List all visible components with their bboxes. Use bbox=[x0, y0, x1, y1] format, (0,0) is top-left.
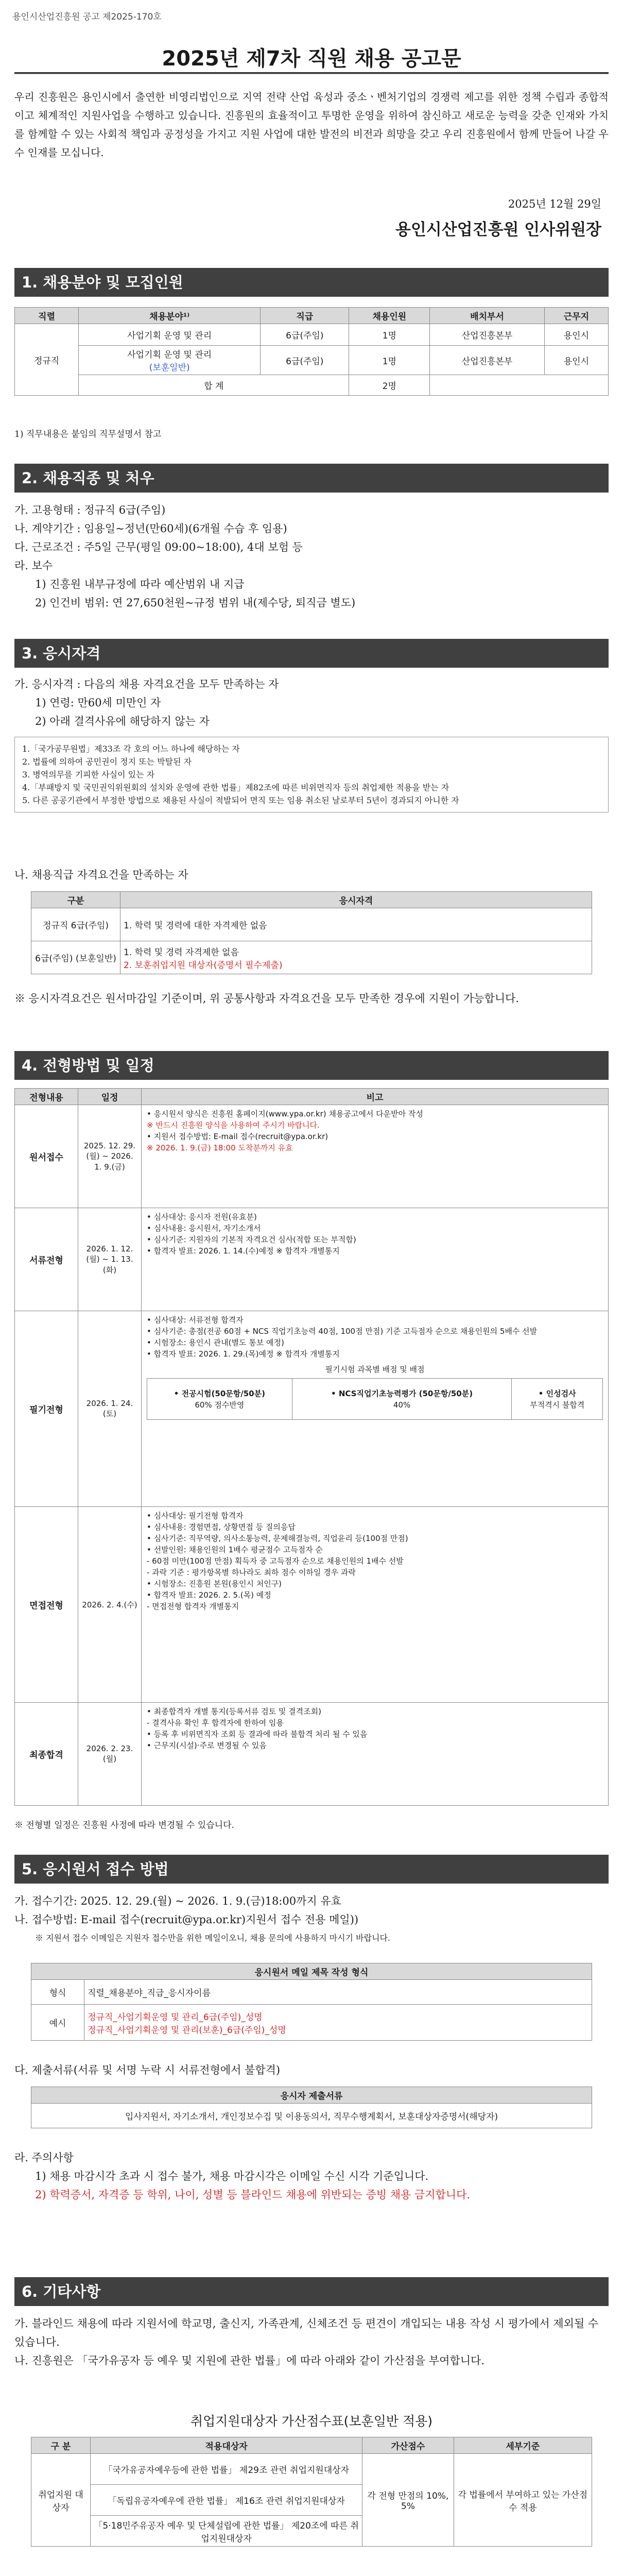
row1-grade: 6급(주임) bbox=[261, 324, 349, 346]
stage-apply-date: 2025. 12. 29.(월) ~ 2026. 1. 9.(금) bbox=[78, 1105, 142, 1208]
row2-dept: 산업진흥본부 bbox=[430, 346, 544, 375]
employment-terms bbox=[14, 501, 609, 612]
subject-ncs-desc: 40% bbox=[393, 1400, 411, 1410]
bonus-detail: 각 법률에서 부여하고 있는 가산점수 적용 bbox=[454, 2454, 592, 2547]
schedule-note: ※ 전형별 일정은 진흥원 사정에 따라 변경될 수 있습니다. bbox=[14, 1820, 234, 1831]
section-3-heading: 3. 응시자격 bbox=[14, 639, 609, 668]
apply-period: 가. 접수기간: 2025. 12. 29.(월) ~ 2026. 1. 9.(금)18:00까지 유효 bbox=[14, 1895, 341, 1907]
bonus-th-1: 구 분 bbox=[31, 2437, 91, 2454]
docs-table-text: 입사지원서, 자기소개서, 개인정보수집 및 이용동의서, 직무수행계획서, 보훈대상자증명서(해당자) bbox=[31, 2104, 592, 2128]
subject-personality-desc: 부적격시 불합격 bbox=[530, 1400, 585, 1410]
sched-th-note: 비고 bbox=[142, 1089, 609, 1105]
docs-table bbox=[31, 2087, 592, 2128]
row2-field-cell bbox=[79, 346, 261, 375]
written-subhead: 필기시험 과목별 배점 및 배점 bbox=[325, 1365, 425, 1374]
title-rule bbox=[14, 72, 609, 74]
stage-doc: 서류전형 bbox=[15, 1208, 78, 1311]
apply-note-1: • 응시원서 양식은 진흥원 홈페이지(www.ypa.or.kr) 채용공고에서 다운받아 작성 bbox=[147, 1109, 423, 1118]
interview-note-9: - 면접전형 합격자 개별통지 bbox=[147, 1602, 239, 1611]
bonus-points: 각 전형 만점의 10%, 5% bbox=[362, 2454, 454, 2547]
interview-note-3: • 심사기준: 직무역량, 의사소통능력, 문제해결능력, 직업윤리 등(100점 만점) bbox=[147, 1534, 408, 1543]
final-note-2: - 결격사유 확인 후 합격자에 한하여 임용 bbox=[147, 1718, 284, 1727]
qual-row2-cell bbox=[120, 941, 592, 974]
group-cell: 정규직 bbox=[15, 324, 79, 396]
row2-field: 사업기획 운영 및 관리 bbox=[127, 350, 212, 360]
th-field: 채용분야¹⁾ bbox=[79, 308, 261, 324]
bonus-th-4: 세부기준 bbox=[454, 2437, 592, 2454]
row1-field: 사업기획 운영 및 관리 bbox=[79, 324, 261, 346]
stage-written-date: 2026. 1. 24.(토) bbox=[78, 1311, 142, 1507]
caution-heading: 라. 주의사항 bbox=[14, 2151, 74, 2164]
apply-method: 나. 접수방법: E-mail 접수(recruit@ypa.or.kr)지원서 접수 전용 메일)) bbox=[14, 1913, 359, 1926]
apply-note-4: ※ 2026. 1. 9.(금) 18:00 도착분까지 유효 bbox=[147, 1143, 293, 1153]
interview-note-7: • 시험장소: 진흥원 본원(용인시 처인구) bbox=[147, 1579, 282, 1588]
bonus-table bbox=[31, 2437, 592, 2547]
apply-method-note: ※ 지원서 접수 이메일은 지원자 접수만을 위한 메일이오니, 채용 문의에 사용하지 마시기 바랍니다. bbox=[35, 1933, 390, 1943]
qual-ga2: 2) 아래 결격사유에 해당하지 않는 자 bbox=[35, 715, 210, 727]
disq-3: 3. 병역의무를 기피한 사실이 있는 자 bbox=[22, 770, 155, 779]
interview-note-4: • 선발인원: 채용인원의 1배수 평균점수 고득점자 순 bbox=[147, 1545, 323, 1554]
term-pay-1: 1) 진흥원 내부규정에 따라 예산범위 내 지급 bbox=[35, 578, 245, 590]
bonus-table-title: 취업지원대상자 가산점수표(보훈일반 적용) bbox=[190, 2414, 433, 2429]
issuer-name: 용인시산업진흥원 인사위원장 bbox=[395, 221, 601, 239]
written-note-4: • 합격자 발표: 2026. 1. 29.(목)예정 ※ 합격자 개별통지 bbox=[147, 1349, 340, 1359]
row1-count: 1명 bbox=[349, 324, 430, 346]
qual-row2-line1: 1. 학력 및 경력 자격제한 없음 bbox=[124, 947, 239, 958]
doc-note-1: • 심사대상: 응시자 전원(유효분) bbox=[147, 1212, 257, 1222]
subject-major-title: • 전공시험(50문항/50분) bbox=[174, 1388, 265, 1398]
apply-note-3: • 지원서 접수방법: E-mail 접수(recruit@ypa.or.kr) bbox=[147, 1132, 328, 1141]
th-count: 채용인원 bbox=[349, 308, 430, 324]
caution-2: 2) 학력증서, 자격증 등 학위, 나이, 성별 등 블라인드 채용에 위반되는 증빙 채용 금지합니다. bbox=[35, 2189, 471, 2201]
subject-major-desc: 60% 점수반영 bbox=[195, 1400, 245, 1410]
total-label: 합 계 bbox=[79, 375, 349, 396]
row2-field-note: (보훈일반) bbox=[149, 363, 190, 373]
term-conditions: 다. 근로조건 : 주5일 근무(평일 09:00~18:00), 4대 보험 등 bbox=[14, 541, 303, 553]
interview-note-5: - 60점 미만(100점 만점) 획득자 중 고득점자 순으로 채용인원의 1배수 선발 bbox=[147, 1556, 404, 1566]
bonus-th-2: 적용대상자 bbox=[91, 2437, 362, 2454]
subject-ncs bbox=[292, 1379, 512, 1420]
disq-5: 5. 다른 공공기관에서 부정한 방법으로 채용된 사실이 적발되어 면직 또는 임용 취소된 날로부터 5년이 경과되지 아니한 자 bbox=[22, 795, 459, 805]
caution-1: 1) 채용 마감시각 초과 시 접수 불가, 채용 마감시각은 이메일 수신 시각 기준입니다. bbox=[35, 2170, 429, 2182]
section-1-heading: 1. 채용분야 및 모집인원 bbox=[14, 268, 609, 297]
th-grade: 직급 bbox=[261, 308, 349, 324]
qual-row1-line1: 1. 학력 및 경력에 대한 자격제한 없음 bbox=[120, 908, 592, 941]
bonus-row-3: 「5·18민주유공자 예우 및 단체설립에 관한 법률」 제20조에 따른 취업지원대상자 bbox=[91, 2516, 362, 2547]
row2-grade: 6급(주임) bbox=[261, 346, 349, 375]
page-title: 2025년 제7차 직원 채용 공고문 bbox=[162, 47, 461, 71]
th-place: 근무지 bbox=[544, 308, 608, 324]
misc-na: 나. 진흥원은 「국가유공자 등 예우 및 지원에 관한 법률」에 따라 아래와 같이 가산점을 부여합니다. bbox=[14, 2354, 484, 2367]
term-type: 가. 고용형태 : 정규직 6급(주임) bbox=[14, 504, 166, 516]
row1-dept: 산업진흥본부 bbox=[430, 324, 544, 346]
stage-final: 최종합격 bbox=[15, 1703, 78, 1806]
qualification-intro bbox=[14, 675, 609, 731]
table1-footnote: 1) 직무내용은 붙임의 직무설명서 참고 bbox=[14, 429, 162, 439]
doc-note-4: • 합격자 발표: 2026. 1. 14.(수)예정 ※ 합격자 개별통지 bbox=[147, 1246, 340, 1256]
disqualification-box bbox=[14, 737, 609, 812]
subject-personality bbox=[512, 1379, 603, 1420]
stage-written-notes bbox=[142, 1311, 609, 1507]
disq-2: 2. 법률에 의하여 공민권이 정지 또는 박탈된 자 bbox=[22, 757, 192, 767]
notice-number: 용인시산업진흥원 공고 제2025-170호 bbox=[12, 12, 162, 22]
interview-note-6: - 과락 기준 : 평가항목별 하나라도 최하 점수 이하일 경우 과락 bbox=[147, 1568, 356, 1577]
mail-example-cell bbox=[84, 2005, 592, 2041]
stage-apply: 원서접수 bbox=[15, 1105, 78, 1208]
qual-row2-grade: 6급(주임) (보훈일반) bbox=[31, 941, 120, 974]
section-2-heading: 2. 채용직종 및 처우 bbox=[14, 464, 609, 493]
written-subjects bbox=[147, 1378, 603, 1420]
stage-final-date: 2026. 2. 23.(월) bbox=[78, 1703, 142, 1806]
apply-note-2: ※ 반드시 진흥원 양식을 사용하여 주시기 바랍니다. bbox=[147, 1121, 320, 1130]
qual-row1-grade: 정규직 6급(주임) bbox=[31, 908, 120, 941]
row2-place: 용인시 bbox=[544, 346, 608, 375]
schedule-table bbox=[14, 1088, 609, 1806]
final-note-4: • 근무지(시설)·주로 변경될 수 있음 bbox=[147, 1741, 267, 1750]
final-note-1: • 최종합격자 개별 통지(등록서류 검토 및 결격조회) bbox=[147, 1707, 321, 1716]
qual-th-req: 응시자격 bbox=[120, 892, 592, 908]
misc-ga: 가. 블라인드 채용에 따라 지원서에 학교명, 출신지, 가족관계, 신체조건 등 편견이 개입되는 내용 작성 시 평가에서 제외될 수 있습니다. bbox=[14, 2317, 599, 2348]
stage-final-notes bbox=[142, 1703, 609, 1806]
mail-format-value: 직렬_채용분야_직급_응시자이름 bbox=[84, 1980, 592, 2005]
qual-row2-line2: 2. 보훈취업지원 대상자(증명서 필수제출) bbox=[124, 960, 283, 971]
qualification-table bbox=[31, 891, 592, 974]
application-method bbox=[14, 1892, 609, 1947]
total-count: 2명 bbox=[349, 375, 430, 396]
stage-doc-date: 2026. 1. 12.(월) ~ 1. 13.(화) bbox=[78, 1208, 142, 1311]
subject-major bbox=[147, 1379, 292, 1420]
row1-place: 용인시 bbox=[544, 324, 608, 346]
term-pay-2: 2) 인건비 범위: 연 27,650천원~규정 범위 내(제수당, 퇴직금 별도) bbox=[35, 597, 356, 609]
final-note-3: • 등록 후 비위면직자 조회 등 결과에 따라 불합격 처리 될 수 있음 bbox=[147, 1730, 368, 1739]
stage-interview: 면접전형 bbox=[15, 1507, 78, 1703]
th-dept: 배치부서 bbox=[430, 308, 544, 324]
section-5-heading: 5. 응시원서 접수 방법 bbox=[14, 1855, 609, 1884]
qual-th-type: 구분 bbox=[31, 892, 120, 908]
section-6-heading: 6. 기타사항 bbox=[14, 2277, 609, 2306]
qual-ga1: 1) 연령: 만60세 미만인 자 bbox=[35, 697, 161, 709]
stage-interview-notes bbox=[142, 1507, 609, 1703]
mail-format-label: 형식 bbox=[31, 1980, 84, 2005]
mail-example-1: 정규직_사업기획운영 및 관리_6급(주임)_성명 bbox=[88, 2012, 263, 2023]
intro-paragraph: 우리 진흥원은 용인시에서 출연한 비영리법인으로 지역 전략 산업 육성과 중소ㆍ벤처기업의 경쟁력 제고를 위한 정책 수립과 종합적이고 체계적인 지원사업을 수행하고 있습니다. 진흥원의 효율적이고 투명한 운영을 위하여 참신하고 새로운 능력을 갖춘 인재와 가치를 함께할 수 있는 사회적 책임과 공정성을 가지고 지원 사업에 대한 발전의 비전과 희망을 갖고 우리 진흥원에서 함께 만들어 나갈 우수 인재를 모십니다. bbox=[14, 91, 609, 159]
section-4-heading: 4. 전형방법 및 일정 bbox=[14, 1051, 609, 1080]
doc-note-2: • 심사내용: 응시원서, 자기소개서 bbox=[147, 1224, 261, 1233]
interview-note-8: • 합격자 발표: 2026. 2. 5.(목) 예정 bbox=[147, 1590, 271, 1600]
sched-th-date: 일정 bbox=[78, 1089, 142, 1105]
written-note-3: • 시험장소: 용인시 관내(별도 통보 예정) bbox=[147, 1338, 284, 1347]
docs-table-head: 응시자 제출서류 bbox=[31, 2087, 592, 2104]
term-pay: 라. 보수 bbox=[14, 560, 53, 572]
mail-example-2: 정규직_사업기획운영 및 관리(보훈)_6급(주임)_성명 bbox=[88, 2025, 286, 2036]
bonus-row-1: 「국가유공자예우등에 관한 법률」 제29조 관련 취업지원대상자 bbox=[91, 2454, 362, 2485]
written-note-2: • 심사기준: 총점(전공 60점 + NCS 직업기초능력 40점, 100점 만점) 기준 고득점자 순으로 채용인원의 5배수 선발 bbox=[147, 1327, 538, 1336]
mail-example-label: 예시 bbox=[31, 2005, 84, 2041]
stage-apply-notes bbox=[142, 1105, 609, 1208]
interview-note-2: • 심사내용: 경험면접, 상황면접 등 질의응답 bbox=[147, 1522, 296, 1532]
subject-ncs-title: • NCS직업기초능력평가 (50문항/50분) bbox=[331, 1388, 473, 1398]
term-contract: 나. 계약기간 : 임용일~정년(만60세)(6개월 수습 후 임용) bbox=[14, 522, 287, 535]
stage-doc-notes bbox=[142, 1208, 609, 1311]
bonus-row-2: 「독립유공자예우에 관한 법률」 제16조 관련 취업지원대상자 bbox=[91, 2485, 362, 2516]
disq-1: 1.「국가공무원법」제33조 각 호의 어느 하나에 해당하는 자 bbox=[22, 744, 240, 754]
qual-note: ※ 응시자격요건은 원서마감일 기준이며, 위 공통사항과 자격요건을 모두 만족한 경우에 지원이 가능합니다. bbox=[14, 992, 520, 1005]
caution bbox=[14, 2148, 609, 2204]
mail-subject-table bbox=[31, 1963, 592, 2041]
recruitment-table bbox=[14, 307, 609, 396]
docs-heading: 다. 제출서류(서류 및 서명 누락 시 서류전형에서 불합격) bbox=[14, 2064, 281, 2076]
mail-subject-head: 응시원서 메일 제목 작성 형식 bbox=[31, 1963, 592, 1980]
notice-date: 2025년 12월 29일 bbox=[508, 198, 601, 210]
th-series: 직렬 bbox=[15, 308, 79, 324]
bonus-group: 취업지원 대상자 bbox=[31, 2454, 91, 2547]
stage-written: 필기전형 bbox=[15, 1311, 78, 1507]
bonus-th-3: 가산점수 bbox=[362, 2437, 454, 2454]
row2-count: 1명 bbox=[349, 346, 430, 375]
qual-ga: 가. 응시자격 : 다음의 채용 자격요건을 모두 만족하는 자 bbox=[14, 678, 279, 690]
doc-note-3: • 심사기준: 지원자의 기본적 자격요건 심사(적합 또는 부적합) bbox=[147, 1235, 356, 1244]
stage-interview-date: 2026. 2. 4.(수) bbox=[78, 1507, 142, 1703]
misc-intro bbox=[14, 2314, 609, 2370]
interview-note-1: • 심사대상: 필기전형 합격자 bbox=[147, 1511, 244, 1520]
qual-na: 나. 채용직급 자격요건을 만족하는 자 bbox=[14, 869, 188, 881]
written-note-1: • 심사대상: 서류전형 합격자 bbox=[147, 1315, 244, 1325]
sched-th-stage: 전형내용 bbox=[15, 1089, 78, 1105]
disq-4: 4.「부패방지 및 국민권익위원회의 설치와 운영에 관한 법률」제82조에 따른 비위면직자 등의 취업제한 적용을 받는 자 bbox=[22, 783, 449, 792]
subject-personality-title: • 인성검사 bbox=[538, 1388, 576, 1398]
